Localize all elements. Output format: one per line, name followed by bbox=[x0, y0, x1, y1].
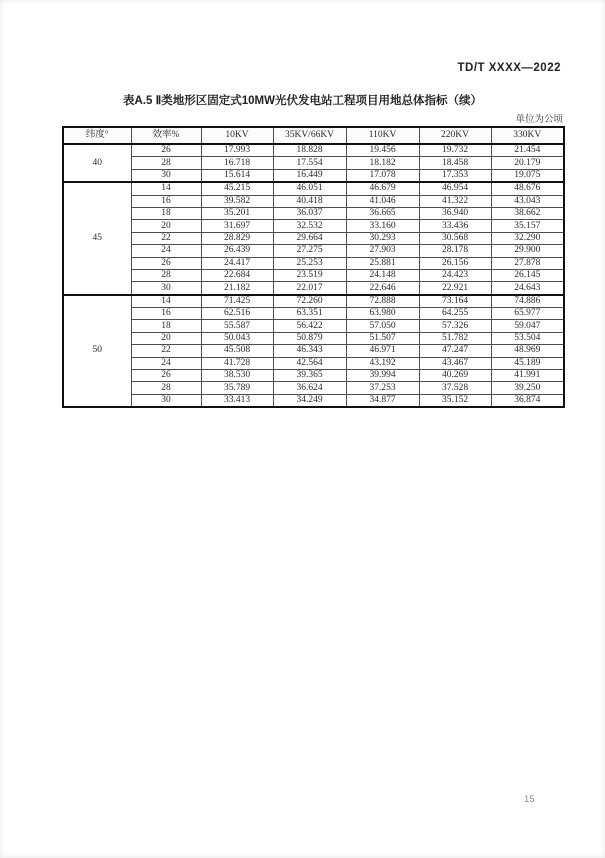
value-cell: 59.047 bbox=[491, 320, 564, 332]
value-cell: 50.043 bbox=[201, 332, 273, 344]
value-cell: 32.532 bbox=[273, 220, 346, 232]
value-cell: 19.456 bbox=[346, 144, 419, 157]
value-cell: 24.148 bbox=[346, 269, 419, 281]
efficiency-cell: 14 bbox=[131, 295, 201, 308]
header-row bbox=[63, 127, 564, 144]
value-cell: 24.423 bbox=[419, 269, 491, 281]
value-cell: 27.275 bbox=[273, 245, 346, 257]
value-cell: 29.900 bbox=[491, 245, 564, 257]
value-cell: 41.991 bbox=[491, 370, 564, 382]
efficiency-cell: 18 bbox=[131, 320, 201, 332]
value-cell: 36.037 bbox=[273, 207, 346, 219]
col-header-efficiency: 效率% bbox=[131, 127, 201, 144]
value-cell: 64.255 bbox=[419, 308, 491, 320]
value-cell: 51.782 bbox=[419, 332, 491, 344]
table-row bbox=[63, 269, 564, 281]
value-cell: 35.152 bbox=[419, 394, 491, 407]
table-row bbox=[63, 157, 564, 169]
value-cell: 27.878 bbox=[491, 257, 564, 269]
value-cell: 46.971 bbox=[346, 345, 419, 357]
value-cell: 34.249 bbox=[273, 394, 346, 407]
efficiency-cell: 30 bbox=[131, 394, 201, 407]
value-cell: 39.365 bbox=[273, 370, 346, 382]
value-cell: 24.643 bbox=[491, 282, 564, 295]
table-row bbox=[63, 220, 564, 232]
value-cell: 46.679 bbox=[346, 182, 419, 195]
value-cell: 42.564 bbox=[273, 357, 346, 369]
value-cell: 22.017 bbox=[273, 282, 346, 295]
efficiency-cell: 26 bbox=[131, 144, 201, 157]
efficiency-cell: 26 bbox=[131, 257, 201, 269]
value-cell: 26.439 bbox=[201, 245, 273, 257]
latitude-cell: 40 bbox=[63, 144, 131, 182]
value-cell: 43.467 bbox=[419, 357, 491, 369]
table-row bbox=[63, 345, 564, 357]
col-header-330kv: 330KV bbox=[491, 127, 564, 144]
latitude-cell: 45 bbox=[63, 182, 131, 295]
table-row bbox=[63, 257, 564, 269]
value-cell: 33.160 bbox=[346, 220, 419, 232]
value-cell: 55.587 bbox=[201, 320, 273, 332]
table-row bbox=[63, 382, 564, 394]
table-row bbox=[63, 245, 564, 257]
value-cell: 18.828 bbox=[273, 144, 346, 157]
value-cell: 28.178 bbox=[419, 245, 491, 257]
table-row bbox=[63, 357, 564, 369]
value-cell: 30.568 bbox=[419, 232, 491, 244]
value-cell: 34.877 bbox=[346, 394, 419, 407]
efficiency-cell: 24 bbox=[131, 357, 201, 369]
value-cell: 22.684 bbox=[201, 269, 273, 281]
table-row bbox=[63, 295, 564, 308]
value-cell: 22.646 bbox=[346, 282, 419, 295]
efficiency-cell: 16 bbox=[131, 195, 201, 207]
value-cell: 22.921 bbox=[419, 282, 491, 295]
table-body bbox=[63, 144, 564, 407]
efficiency-cell: 22 bbox=[131, 345, 201, 357]
value-cell: 24.417 bbox=[201, 257, 273, 269]
value-cell: 73.164 bbox=[419, 295, 491, 308]
value-cell: 63.980 bbox=[346, 308, 419, 320]
efficiency-cell: 30 bbox=[131, 169, 201, 182]
value-cell: 35.789 bbox=[201, 382, 273, 394]
value-cell: 38.662 bbox=[491, 207, 564, 219]
value-cell: 63.351 bbox=[273, 308, 346, 320]
table-row bbox=[63, 232, 564, 244]
value-cell: 17.993 bbox=[201, 144, 273, 157]
value-cell: 41.728 bbox=[201, 357, 273, 369]
value-cell: 47.247 bbox=[419, 345, 491, 357]
efficiency-cell: 14 bbox=[131, 182, 201, 195]
value-cell: 48.969 bbox=[491, 345, 564, 357]
value-cell: 36.874 bbox=[491, 394, 564, 407]
table-row bbox=[63, 320, 564, 332]
value-cell: 29.664 bbox=[273, 232, 346, 244]
col-header-110kv: 110KV bbox=[346, 127, 419, 144]
value-cell: 46.343 bbox=[273, 345, 346, 357]
value-cell: 37.528 bbox=[419, 382, 491, 394]
col-header-35kv-66kv: 35KV/66KV bbox=[273, 127, 346, 144]
value-cell: 43.192 bbox=[346, 357, 419, 369]
doc-code: TD/T XXXX—2022 bbox=[457, 62, 561, 74]
value-cell: 17.353 bbox=[419, 169, 491, 182]
value-cell: 71.425 bbox=[201, 295, 273, 308]
value-cell: 57.050 bbox=[346, 320, 419, 332]
table-title: 表A.5 Ⅱ类地形区固定式10MW光伏发电站工程项目用地总体指标（续） bbox=[123, 95, 482, 107]
efficiency-cell: 18 bbox=[131, 207, 201, 219]
value-cell: 20.179 bbox=[491, 157, 564, 169]
efficiency-cell: 30 bbox=[131, 282, 201, 295]
latitude-cell: 50 bbox=[63, 295, 131, 408]
value-cell: 30.293 bbox=[346, 232, 419, 244]
table-row bbox=[63, 370, 564, 382]
value-cell: 36.624 bbox=[273, 382, 346, 394]
value-cell: 39.582 bbox=[201, 195, 273, 207]
value-cell: 43.043 bbox=[491, 195, 564, 207]
value-cell: 33.413 bbox=[201, 394, 273, 407]
value-cell: 40.269 bbox=[419, 370, 491, 382]
value-cell: 36.665 bbox=[346, 207, 419, 219]
value-cell: 40.418 bbox=[273, 195, 346, 207]
value-cell: 17.078 bbox=[346, 169, 419, 182]
efficiency-cell: 26 bbox=[131, 370, 201, 382]
value-cell: 27.903 bbox=[346, 245, 419, 257]
value-cell: 25.253 bbox=[273, 257, 346, 269]
value-cell: 56.422 bbox=[273, 320, 346, 332]
value-cell: 33.436 bbox=[419, 220, 491, 232]
efficiency-cell: 20 bbox=[131, 220, 201, 232]
value-cell: 39.250 bbox=[491, 382, 564, 394]
value-cell: 19.075 bbox=[491, 169, 564, 182]
value-cell: 46.051 bbox=[273, 182, 346, 195]
value-cell: 35.157 bbox=[491, 220, 564, 232]
value-cell: 36.940 bbox=[419, 207, 491, 219]
value-cell: 19.732 bbox=[419, 144, 491, 157]
value-cell: 46.954 bbox=[419, 182, 491, 195]
value-cell: 25.881 bbox=[346, 257, 419, 269]
efficiency-cell: 22 bbox=[131, 232, 201, 244]
value-cell: 16.718 bbox=[201, 157, 273, 169]
efficiency-cell: 20 bbox=[131, 332, 201, 344]
value-cell: 17.554 bbox=[273, 157, 346, 169]
value-cell: 45.189 bbox=[491, 357, 564, 369]
table-row bbox=[63, 195, 564, 207]
value-cell: 15.614 bbox=[201, 169, 273, 182]
efficiency-cell: 24 bbox=[131, 245, 201, 257]
table-row bbox=[63, 169, 564, 182]
unit-note: 单位为公顷 bbox=[515, 115, 563, 125]
land-use-table bbox=[62, 126, 565, 408]
value-cell: 32.290 bbox=[491, 232, 564, 244]
efficiency-cell: 28 bbox=[131, 269, 201, 281]
value-cell: 48.676 bbox=[491, 182, 564, 195]
value-cell: 45.215 bbox=[201, 182, 273, 195]
table-row bbox=[63, 182, 564, 195]
table-row bbox=[63, 144, 564, 157]
value-cell: 72.260 bbox=[273, 295, 346, 308]
page-number: 15 bbox=[524, 794, 535, 805]
value-cell: 28.829 bbox=[201, 232, 273, 244]
value-cell: 41.046 bbox=[346, 195, 419, 207]
value-cell: 35.201 bbox=[201, 207, 273, 219]
table-row bbox=[63, 332, 564, 344]
value-cell: 37.253 bbox=[346, 382, 419, 394]
value-cell: 53.504 bbox=[491, 332, 564, 344]
value-cell: 74.886 bbox=[491, 295, 564, 308]
table-row bbox=[63, 394, 564, 407]
value-cell: 21.454 bbox=[491, 144, 564, 157]
value-cell: 45.508 bbox=[201, 345, 273, 357]
value-cell: 26.156 bbox=[419, 257, 491, 269]
value-cell: 51.507 bbox=[346, 332, 419, 344]
value-cell: 26.145 bbox=[491, 269, 564, 281]
value-cell: 65.977 bbox=[491, 308, 564, 320]
efficiency-cell: 28 bbox=[131, 157, 201, 169]
value-cell: 38.530 bbox=[201, 370, 273, 382]
value-cell: 31.697 bbox=[201, 220, 273, 232]
value-cell: 50.879 bbox=[273, 332, 346, 344]
col-header-10kv: 10KV bbox=[201, 127, 273, 144]
table-row bbox=[63, 308, 564, 320]
value-cell: 62.516 bbox=[201, 308, 273, 320]
table-header bbox=[63, 127, 564, 144]
col-header-latitude: 纬度° bbox=[63, 127, 131, 144]
value-cell: 18.458 bbox=[419, 157, 491, 169]
table-row bbox=[63, 282, 564, 295]
value-cell: 16.449 bbox=[273, 169, 346, 182]
col-header-220kv: 220KV bbox=[419, 127, 491, 144]
value-cell: 23.519 bbox=[273, 269, 346, 281]
value-cell: 21.182 bbox=[201, 282, 273, 295]
table-row bbox=[63, 207, 564, 219]
value-cell: 18.182 bbox=[346, 157, 419, 169]
value-cell: 72.888 bbox=[346, 295, 419, 308]
efficiency-cell: 16 bbox=[131, 308, 201, 320]
efficiency-cell: 28 bbox=[131, 382, 201, 394]
value-cell: 39.994 bbox=[346, 370, 419, 382]
value-cell: 41.322 bbox=[419, 195, 491, 207]
value-cell: 57.326 bbox=[419, 320, 491, 332]
